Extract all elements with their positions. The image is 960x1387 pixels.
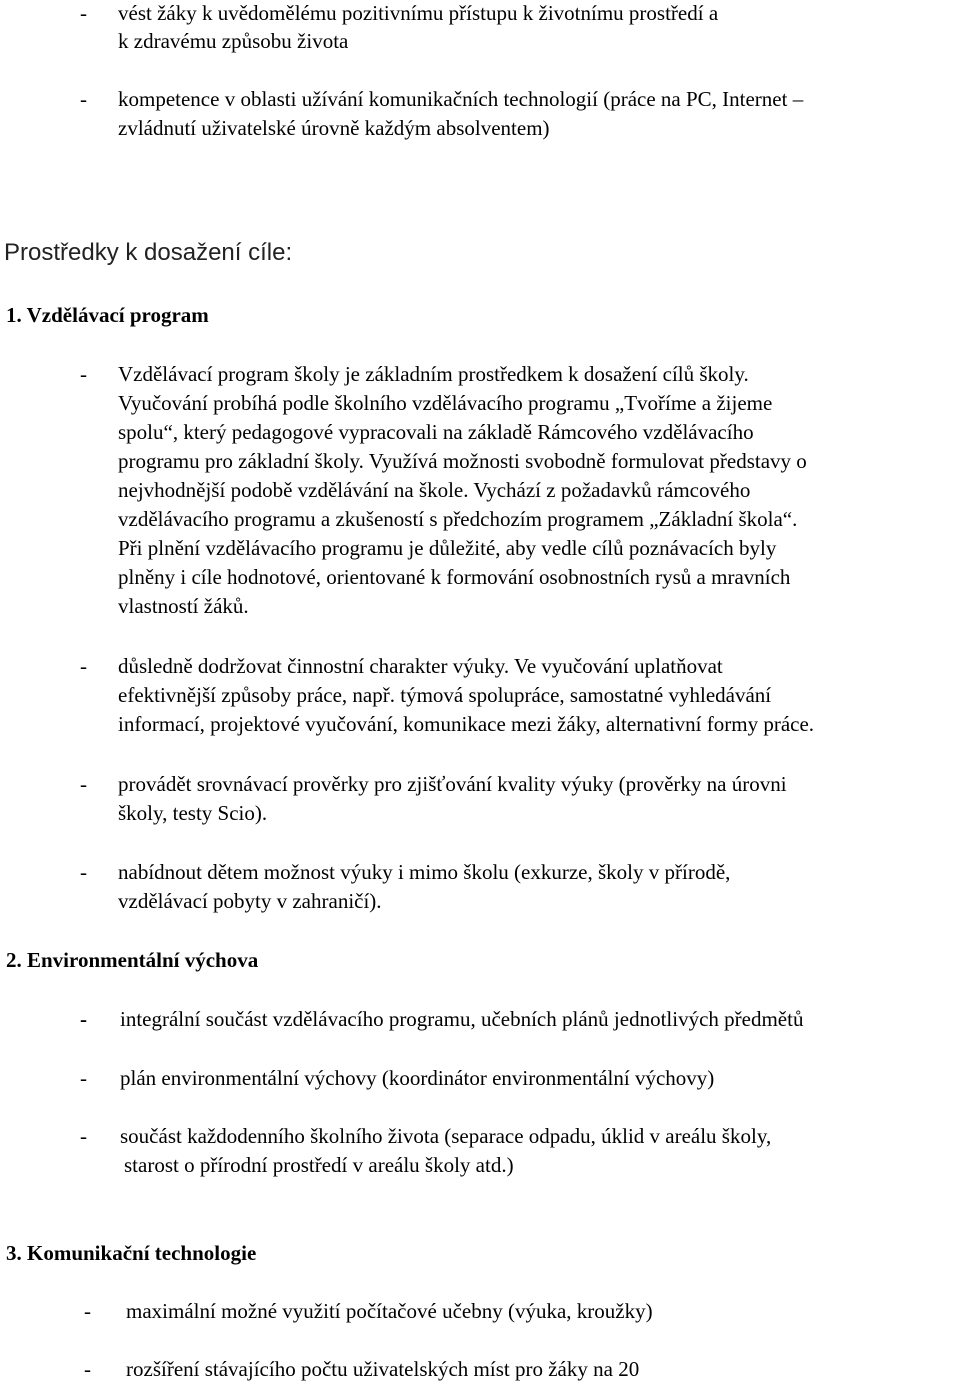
list-item-line: vzdělávacího programu a zkušeností s předchozím programem „Základní škola“. bbox=[118, 507, 798, 531]
section-title: 1. Vzdělávací program bbox=[6, 303, 209, 327]
list-item-line: plán environmentální výchovy (koordinátor environmentální výchovy) bbox=[120, 1066, 715, 1090]
list-item-line: spolu“, který pedagogové vypracovali na základě Rámcového vzdělávacího bbox=[118, 420, 754, 444]
list-dash: - bbox=[84, 1357, 91, 1381]
list-dash: - bbox=[80, 1066, 87, 1090]
list-item-line: k zdravému způsobu života bbox=[118, 29, 349, 53]
list-item-line: programu pro základní školy. Využívá možnosti svobodně formulovat představy o bbox=[118, 449, 807, 473]
list-item-line: nabídnout dětem možnost výuky i mimo školu (exkurze, školy v přírodě, bbox=[118, 860, 731, 884]
list-dash: - bbox=[80, 362, 87, 386]
list-item-line: maximální možné využití počítačové učebny (výuka, kroužky) bbox=[126, 1299, 653, 1323]
list-item-line: vzdělávací pobyty v zahraničí). bbox=[118, 889, 382, 913]
section-title: 2. Environmentální výchova bbox=[6, 948, 259, 972]
list-dash: - bbox=[80, 772, 87, 796]
list-dash: - bbox=[80, 860, 87, 884]
list-item-line: zvládnutí uživatelské úrovně každým absolventem) bbox=[118, 116, 550, 140]
list-dash: - bbox=[80, 1124, 87, 1148]
list-dash: - bbox=[80, 1, 87, 25]
list-dash: - bbox=[80, 654, 87, 678]
list-item-line: starost o přírodní prostředí v areálu školy atd.) bbox=[124, 1153, 514, 1177]
list-item-line: rozšíření stávajícího počtu uživatelských míst pro žáky na 20 bbox=[126, 1357, 640, 1381]
list-item-line: Vyučování probíhá podle školního vzdělávacího programu „Tvoříme a žijeme bbox=[118, 391, 773, 415]
list-item-line: důsledně dodržovat činnostní charakter výuky. Ve vyučování uplatňovat bbox=[118, 654, 723, 678]
list-item-line: integrální součást vzdělávacího programu, učebních plánů jednotlivých předmětů bbox=[120, 1007, 804, 1031]
list-item-line: školy, testy Scio). bbox=[118, 801, 268, 825]
list-item-line: Vzdělávací program školy je základním prostředkem k dosažení cílů školy. bbox=[118, 362, 749, 386]
list-item-line: Při plnění vzdělávacího programu je důležité, aby vedle cílů poznávacích byly bbox=[118, 536, 777, 560]
list-dash: - bbox=[80, 87, 87, 111]
list-item-line: plněny i cíle hodnotové, orientované k formování osobnostních rysů a mravních bbox=[118, 565, 791, 589]
section-title: 3. Komunikační technologie bbox=[6, 1241, 257, 1265]
list-dash: - bbox=[80, 1007, 87, 1031]
list-item-line: nejvhodnější podobě vzdělávání na škole. Vychází z požadavků rámcového bbox=[118, 478, 751, 502]
means-heading: Prostředky k dosažení cíle: bbox=[4, 239, 293, 266]
list-item-line: informací, projektové vyučování, komunikace mezi žáky, alternativní formy práce. bbox=[118, 712, 815, 736]
list-item-line: kompetence v oblasti užívání komunikačních technologií (práce na PC, Internet – bbox=[118, 87, 804, 111]
list-item-line: součást každodenního školního života (separace odpadu, úklid v areálu školy, bbox=[120, 1124, 772, 1148]
list-item-line: vést žáky k uvědomělému pozitivnímu přístupu k životnímu prostředí a bbox=[118, 1, 719, 25]
list-item-line: provádět srovnávací prověrky pro zjišťování kvality výuky (prověrky na úrovni bbox=[118, 772, 787, 796]
list-item-line: efektivnější způsoby práce, např. týmová spolupráce, samostatné vyhledávání bbox=[118, 683, 772, 707]
list-dash: - bbox=[84, 1299, 91, 1323]
list-item-line: vlastností žáků. bbox=[118, 594, 249, 618]
